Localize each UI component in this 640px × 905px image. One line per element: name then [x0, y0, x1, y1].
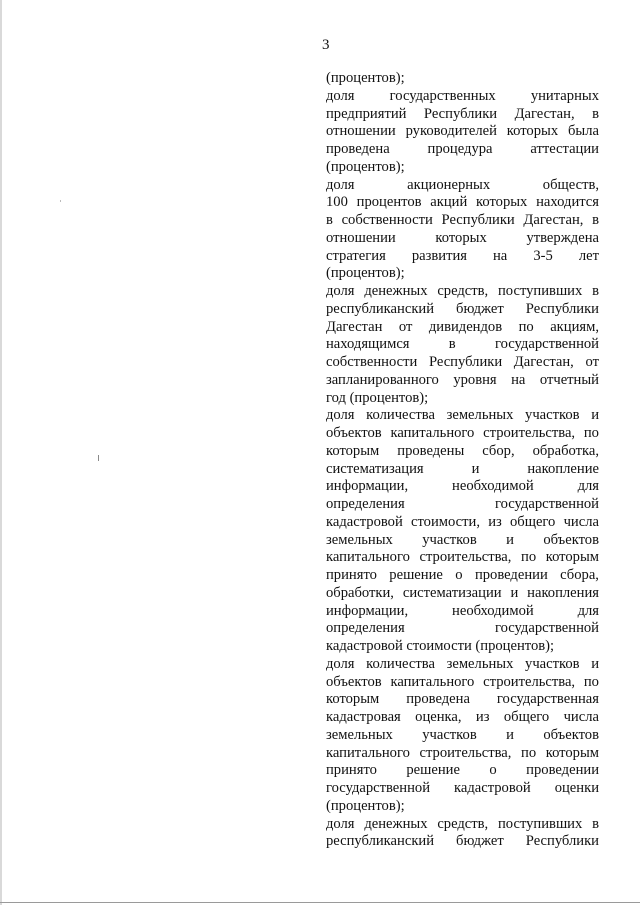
word: стратегия: [326, 247, 386, 264]
word: в: [592, 283, 599, 299]
word: акций: [430, 194, 468, 211]
word: развития: [411, 247, 467, 264]
word: средств,: [437, 815, 489, 832]
word: бюджет: [456, 833, 504, 850]
word: которых: [506, 123, 559, 140]
scan-edge-bottom: [0, 902, 640, 903]
word: и: [506, 531, 514, 548]
text-line: [326, 212, 599, 230]
word: объектов: [543, 726, 599, 743]
word: о: [489, 762, 497, 779]
word: и: [471, 460, 480, 477]
word: обработка,: [532, 442, 599, 459]
word: накопления: [527, 584, 599, 601]
word: капитального: [326, 549, 410, 566]
text-line: [326, 283, 599, 301]
word: Республики: [525, 833, 599, 850]
body-text: [326, 70, 599, 851]
word: Дагестан,: [513, 354, 574, 370]
text-line: [326, 336, 599, 354]
word: на: [493, 247, 508, 264]
word: доля: [326, 176, 355, 193]
word: стоимости,: [411, 513, 480, 530]
scan-speck: [60, 200, 61, 202]
word: отчетный: [539, 371, 599, 388]
word: государственных: [389, 87, 496, 104]
word: средств,: [437, 283, 489, 299]
word: дивидендов: [428, 318, 503, 335]
word: денежных: [364, 283, 428, 299]
word: и: [591, 407, 599, 424]
text-line: [326, 762, 599, 780]
text-line: [326, 549, 599, 567]
word: по: [521, 744, 537, 761]
word: которых: [476, 194, 528, 211]
word: Дагестан,: [514, 105, 575, 122]
word: от: [398, 318, 413, 335]
word: информации,: [326, 478, 409, 495]
text-line: [326, 141, 599, 159]
word: уровня: [453, 371, 497, 388]
word: объектов: [326, 425, 382, 441]
word: общего: [510, 513, 556, 530]
text-line: [326, 620, 599, 638]
word: определения: [326, 620, 405, 637]
text-line: [326, 745, 599, 763]
word: доля: [326, 815, 355, 832]
text-line: [326, 656, 599, 674]
word: строительства,: [483, 425, 576, 441]
word: объектов: [543, 531, 599, 548]
word: по: [518, 318, 534, 335]
text-line: год (процентов);: [326, 389, 429, 406]
word: отношении: [326, 229, 396, 246]
word: участков: [525, 655, 580, 672]
word: проведении: [474, 567, 548, 583]
word: необходимой: [452, 602, 534, 619]
word: государственной: [494, 496, 599, 512]
text-line: [326, 514, 599, 532]
word: руководителей: [405, 123, 497, 140]
word: акционерных: [407, 176, 491, 193]
word: информации,: [326, 602, 409, 619]
word: доля: [326, 655, 355, 672]
word: Республики: [525, 300, 599, 317]
word: которым: [545, 744, 599, 761]
word: аттестации: [530, 141, 599, 157]
word: строительства,: [419, 549, 512, 566]
word: по: [583, 425, 599, 441]
word: в: [326, 212, 333, 228]
word: проведении: [526, 762, 599, 779]
word: числа: [563, 709, 599, 725]
word: проведена: [326, 141, 390, 157]
word: земельных: [326, 726, 393, 743]
word: земельных: [446, 655, 514, 672]
text-line: кадастровой стоимости (процентов);: [326, 638, 555, 654]
word: обществ,: [542, 176, 599, 193]
word: собственности: [326, 354, 418, 370]
text-line: [326, 496, 599, 514]
text-line: [326, 585, 599, 603]
word: акциям,: [550, 318, 599, 335]
word: в: [592, 105, 599, 122]
scan-speck: [98, 455, 99, 461]
word: доля: [326, 87, 355, 104]
word: систематизации: [402, 584, 502, 601]
word: и: [591, 655, 599, 672]
text-line: [326, 319, 599, 337]
word: проведены: [397, 442, 465, 459]
word: участков: [422, 531, 477, 548]
text-line: (процентов);: [326, 265, 405, 282]
word: доля: [326, 283, 355, 299]
word: денежных: [364, 815, 428, 832]
text-line: [326, 194, 599, 212]
text-line: (процентов);: [326, 158, 405, 175]
word: земельных: [446, 407, 514, 424]
word: участков: [525, 407, 580, 424]
word: Республики: [428, 354, 503, 370]
word: строительства,: [419, 744, 512, 761]
word: необходимой: [452, 478, 534, 495]
word: государственная: [496, 691, 599, 708]
word: земельных: [326, 531, 393, 548]
text-line: [326, 727, 599, 745]
text-line: (процентов);: [326, 70, 405, 86]
word: республиканский: [326, 300, 435, 317]
word: которых: [435, 229, 487, 246]
word: и: [510, 584, 519, 601]
word: из: [475, 709, 490, 725]
text-line: [326, 177, 599, 195]
text-line: [326, 88, 599, 106]
word: по: [583, 673, 599, 690]
word: предприятий: [326, 105, 407, 122]
word: собственности: [341, 212, 433, 228]
word: 100: [326, 194, 348, 211]
word: лет: [578, 247, 599, 264]
word: общего: [503, 709, 550, 725]
text-line: [326, 603, 599, 621]
word: принято: [326, 762, 377, 779]
text-line: [326, 461, 599, 479]
word: в: [592, 815, 599, 832]
word: числа: [563, 513, 599, 530]
word: проведена: [406, 691, 470, 708]
text-line: [326, 425, 599, 443]
word: поступивших: [498, 283, 583, 299]
word: в: [448, 336, 456, 353]
text-line: [326, 833, 599, 851]
word: была: [567, 123, 599, 140]
text-line: [326, 372, 599, 390]
text-line: [326, 407, 599, 425]
word: в: [592, 212, 599, 228]
word: для: [577, 602, 599, 619]
word: кадастровой: [326, 513, 403, 530]
word: Республики: [423, 105, 498, 122]
word: доля: [326, 407, 355, 424]
text-line: [326, 230, 599, 248]
word: количества: [366, 407, 435, 424]
word: решение: [389, 567, 443, 583]
word: сбора,: [560, 567, 599, 583]
text-line: [326, 354, 599, 372]
text-line: (процентов);: [326, 797, 405, 814]
text-line: [326, 780, 599, 798]
word: утверждена: [526, 229, 599, 246]
word: сбор,: [482, 442, 515, 459]
word: процентов: [356, 194, 422, 211]
text-line: [326, 106, 599, 124]
word: государственной: [494, 336, 599, 353]
word: оценки: [554, 780, 599, 796]
word: накопление: [527, 460, 599, 477]
scan-edge-left: [0, 0, 2, 905]
word: обработки,: [326, 584, 394, 601]
word: находится: [536, 194, 599, 211]
text-line: [326, 123, 599, 141]
word: от: [585, 354, 599, 370]
page-number: 3: [322, 37, 330, 53]
word: капитального: [326, 744, 410, 761]
text-line: [326, 478, 599, 496]
word: по: [521, 549, 537, 566]
word: систематизация: [326, 460, 424, 477]
word: процедура: [427, 141, 493, 157]
word: количества: [366, 655, 435, 672]
word: которым: [326, 442, 380, 459]
text-line: [326, 816, 599, 834]
text-line: [326, 532, 599, 550]
word: Республики: [441, 212, 515, 228]
text-line: [326, 674, 599, 692]
word: отношении: [326, 123, 396, 140]
text-line: [326, 443, 599, 461]
word: о: [455, 567, 463, 583]
word: государственной: [326, 780, 431, 796]
word: капитального: [390, 673, 475, 690]
word: оценка,: [415, 709, 462, 725]
word: Дагестан,: [523, 212, 584, 228]
word: которым: [326, 691, 380, 708]
word: запланированного: [326, 371, 439, 388]
word: бюджет: [456, 300, 504, 317]
word: на: [511, 371, 526, 388]
word: 3-5: [533, 247, 553, 264]
text-line: [326, 301, 599, 319]
word: для: [577, 478, 599, 495]
word: кадастровая: [326, 709, 401, 725]
word: унитарных: [530, 87, 599, 104]
word: определения: [326, 496, 405, 512]
word: и: [506, 726, 514, 743]
word: из: [488, 513, 502, 530]
word: кадастровой: [453, 780, 531, 796]
word: государственной: [494, 620, 599, 637]
word: объектов: [326, 673, 382, 690]
word: решение: [406, 762, 460, 779]
word: участков: [422, 726, 477, 743]
word: поступивших: [498, 815, 583, 832]
word: принято: [326, 567, 377, 583]
text-line: [326, 248, 599, 266]
text-line: [326, 709, 599, 727]
text-line: [326, 567, 599, 585]
text-line: [326, 691, 599, 709]
word: строительства,: [483, 673, 576, 690]
word: республиканский: [326, 833, 435, 850]
word: находящимся: [326, 336, 410, 353]
word: Дагестан: [326, 318, 383, 335]
word: капитального: [390, 425, 475, 441]
word: которым: [545, 549, 599, 566]
